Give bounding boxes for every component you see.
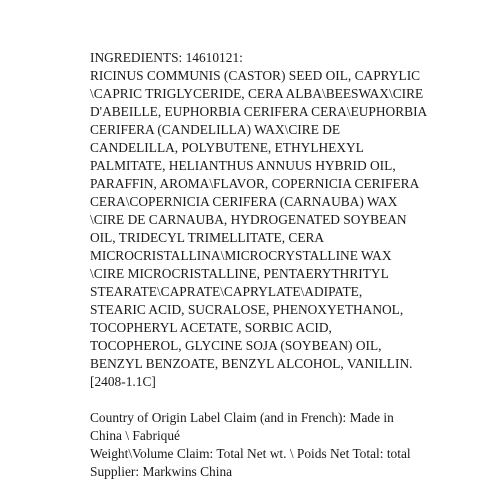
ingredients-line: \CIRE MICROCRISTALLINE, PENTAERYTHRITYL — [90, 266, 389, 281]
ingredients-line: MICROCRISTALLINA\MICROCRYSTALLINE WAX — [90, 248, 392, 263]
ingredients-heading: INGREDIENTS: 14610121: — [90, 50, 243, 65]
ingredients-line: OIL, TRIDECYL TRIMELLITATE, CERA — [90, 230, 325, 245]
ingredients-line: STEARIC ACID, SUCRALOSE, PHENOXYETHANOL, — [90, 302, 404, 317]
ingredients-line: \CAPRIC TRIGLYCERIDE, CERA ALBA\BEESWAX\CIRE — [90, 86, 424, 101]
ingredients-line: PALMITATE, HELIANTHUS ANNUUS HYBRID OIL, — [90, 158, 396, 173]
ingredients-block — [90, 49, 495, 391]
ingredients-line: TOCOPHEROL, GLYCINE SOJA (SOYBEAN) OIL, — [90, 338, 382, 353]
ingredients-line: TOCOPHERYL ACETATE, SORBIC ACID, — [90, 320, 332, 335]
supplier-claim: Supplier: Markwins China — [90, 464, 233, 479]
ingredients-line: CANDELILLA, POLYBUTENE, ETHYLHEXYL — [90, 140, 364, 155]
ingredients-code: [2408-1.1C] — [90, 374, 156, 389]
ingredients-line: \CIRE DE CARNAUBA, HYDROGENATED SOYBEAN — [90, 212, 407, 227]
ingredients-line: BENZYL BENZOATE, BENZYL ALCOHOL, VANILLIN. — [90, 356, 413, 371]
claims-block — [90, 409, 495, 481]
ingredients-line: CERA\COPERNICIA CERIFERA (CARNAUBA) WAX — [90, 194, 398, 209]
ingredients-line: STEARATE\CAPRATE\CAPRYLATE\ADIPATE, — [90, 284, 363, 299]
ingredients-line: D'ABEILLE, EUPHORBIA CERIFERA CERA\EUPHORBIA — [90, 104, 428, 119]
weight-volume-claim: Weight\Volume Claim: Total Net wt. \ Poids Net Total: total — [90, 446, 411, 461]
ingredients-line: RICINUS COMMUNIS (CASTOR) SEED OIL, CAPRYLIC — [90, 68, 421, 83]
country-of-origin-claim: Country of Origin Label Claim (and in French): Made in — [90, 410, 394, 425]
ingredients-line: PARAFFIN, AROMA\FLAVOR, COPERNICIA CERIFERA — [90, 176, 420, 191]
ingredients-line: CERIFERA (CANDELILLA) WAX\CIRE DE — [90, 122, 341, 137]
country-of-origin-claim-cont: China \ Fabriqué — [90, 428, 181, 443]
label-document — [90, 49, 495, 481]
